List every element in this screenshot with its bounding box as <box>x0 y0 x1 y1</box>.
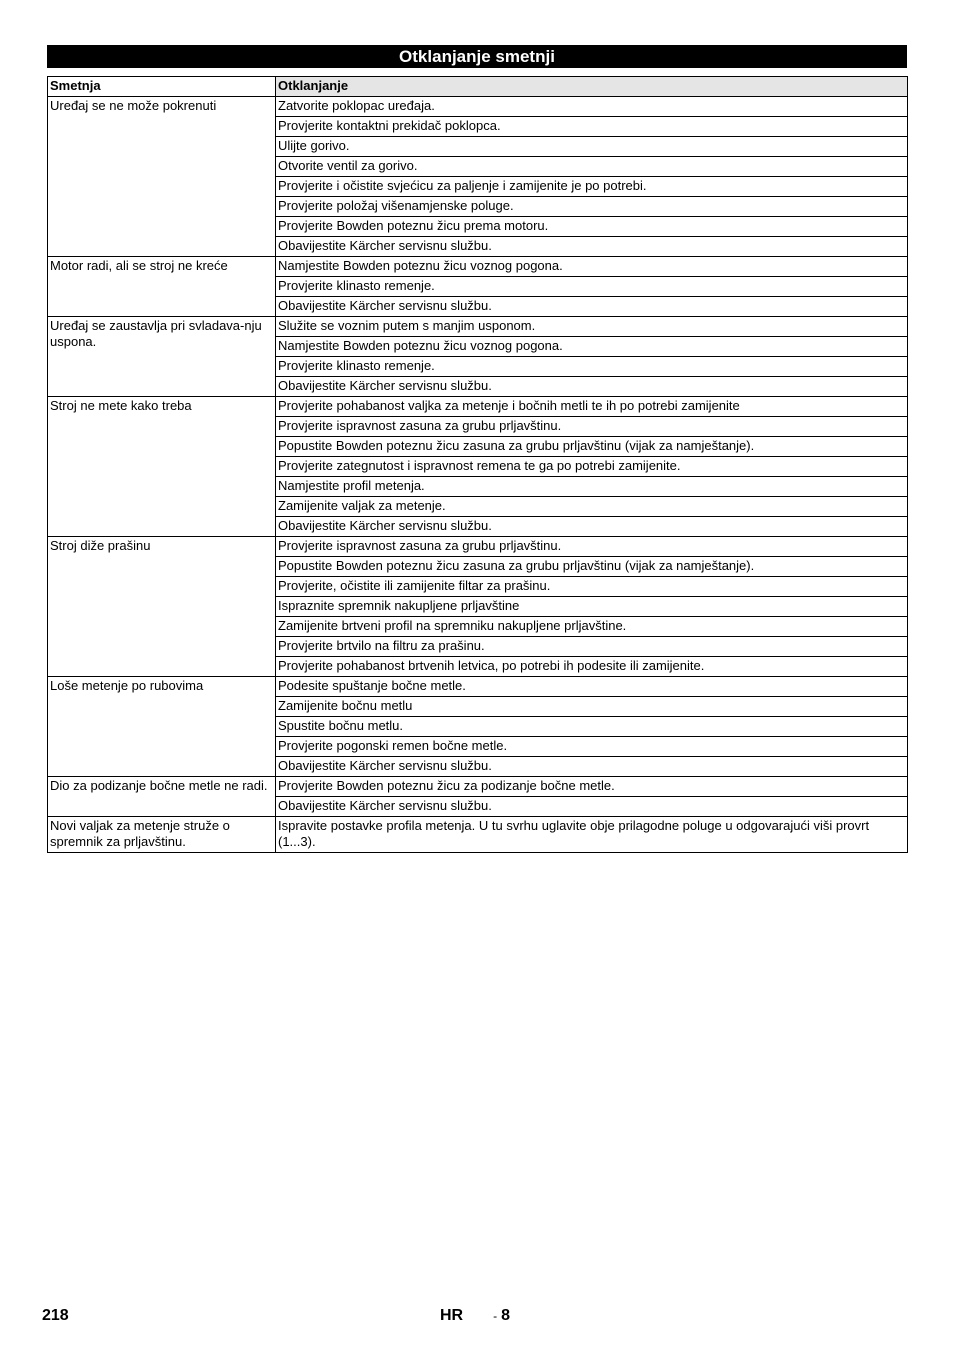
fault-cell: Stroj diže prašinu <box>48 537 276 677</box>
table-row <box>48 817 908 853</box>
remedy-cell: Zamijenite bočnu metlu <box>276 697 908 717</box>
remedy-cell: Provjerite pohabanost valjka za metenje i bočnih metli te ih po potrebi zamijenite <box>276 397 908 417</box>
remedy-cell: Provjerite Bowden poteznu žicu prema motoru. <box>276 217 908 237</box>
table-row <box>48 97 908 117</box>
remedy-cell: Provjerite brtvilo na filtru za prašinu. <box>276 637 908 657</box>
fault-cell: Uređaj se zaustavlja pri svladava-nju uspona. <box>48 317 276 397</box>
remedy-cell: Provjerite, očistite ili zamijenite filtar za prašinu. <box>276 577 908 597</box>
remedy-cell: Ispraznite spremnik nakupljene prljavštine <box>276 597 908 617</box>
troubleshooting-table <box>47 76 908 853</box>
remedy-cell: Namjestite profil metenja. <box>276 477 908 497</box>
fault-cell: Novi valjak za metenje struže o spremnik za prljavštinu. <box>48 817 276 853</box>
remedy-cell: Ispravite postavke profila metenja. U tu svrhu uglavite obje prilagodne poluge u odgovarajući viši provrt (1...3). <box>276 817 908 853</box>
remedy-cell: Provjerite zategnutost i ispravnost remena te ga po potrebi zamijenite. <box>276 457 908 477</box>
remedy-cell: Provjerite i očistite svjećicu za paljenje i zamijenite je po potrebi. <box>276 177 908 197</box>
remedy-cell: Namjestite Bowden poteznu žicu voznog pogona. <box>276 257 908 277</box>
remedy-cell: Ulijte gorivo. <box>276 137 908 157</box>
table-row <box>48 257 908 277</box>
remedy-cell: Otvorite ventil za gorivo. <box>276 157 908 177</box>
fault-cell: Motor radi, ali se stroj ne kreće <box>48 257 276 317</box>
remedy-cell: Provjerite kontaktni prekidač poklopca. <box>276 117 908 137</box>
header-remedy: Otklanjanje <box>276 77 908 97</box>
remedy-cell: Provjerite ispravnost zasuna za grubu prljavštinu. <box>276 537 908 557</box>
table-body <box>48 97 908 853</box>
remedy-cell: Zatvorite poklopac uređaja. <box>276 97 908 117</box>
remedy-cell: Obavijestite Kärcher servisnu službu. <box>276 757 908 777</box>
fault-cell: Dio za podizanje bočne metle ne radi. <box>48 777 276 817</box>
remedy-cell: Popustite Bowden poteznu žicu zasuna za grubu prljavštinu (vijak za namještanje). <box>276 437 908 457</box>
fault-cell: Loše metenje po rubovima <box>48 677 276 777</box>
remedy-cell: Podesite spuštanje bočne metle. <box>276 677 908 697</box>
header-fault: Smetnja <box>48 77 276 97</box>
remedy-cell: Provjerite ispravnost zasuna za grubu prljavštinu. <box>276 417 908 437</box>
remedy-cell: Zamijenite brtveni profil na spremniku nakupljene prljavštine. <box>276 617 908 637</box>
language-code: HR <box>440 1307 464 1324</box>
remedy-cell: Obavijestite Kärcher servisnu službu. <box>276 237 908 257</box>
remedy-cell: Namjestite Bowden poteznu žicu voznog pogona. <box>276 337 908 357</box>
page-title: Otklanjanje smetnji <box>47 45 907 68</box>
remedy-cell: Provjerite pohabanost brtvenih letvica, po potrebi ih podesite ili zamijenite. <box>276 657 908 677</box>
remedy-cell: Obavijestite Kärcher servisnu službu. <box>276 297 908 317</box>
remedy-cell: Popustite Bowden poteznu žicu zasuna za grubu prljavštinu (vijak za namještanje). <box>276 557 908 577</box>
table-row <box>48 397 908 417</box>
remedy-cell: Provjerite pogonski remen bočne metle. <box>276 737 908 757</box>
remedy-cell: Provjerite Bowden poteznu žicu za podizanje bočne metle. <box>276 777 908 797</box>
remedy-cell: Provjerite klinasto remenje. <box>276 357 908 377</box>
remedy-cell: Zamijenite valjak za metenje. <box>276 497 908 517</box>
table-row <box>48 777 908 797</box>
remedy-cell: Provjerite klinasto remenje. <box>276 277 908 297</box>
remedy-cell: Obavijestite Kärcher servisnu službu. <box>276 377 908 397</box>
remedy-cell: Služite se voznim putem s manjim usponom. <box>276 317 908 337</box>
footer-dash: - <box>493 1309 498 1323</box>
remedy-cell: Provjerite položaj višenamjenske poluge. <box>276 197 908 217</box>
remedy-cell: Obavijestite Kärcher servisnu službu. <box>276 517 908 537</box>
table-header-row <box>48 77 908 97</box>
footer-language <box>440 1307 510 1325</box>
sub-page-number: 8 <box>501 1307 511 1324</box>
remedy-cell: Obavijestite Kärcher servisnu službu. <box>276 797 908 817</box>
table-row <box>48 677 908 697</box>
remedy-cell: Spustite bočnu metlu. <box>276 717 908 737</box>
table-row <box>48 317 908 337</box>
page-number: 218 <box>42 1307 69 1324</box>
fault-cell: Uređaj se ne može pokrenuti <box>48 97 276 257</box>
table-row <box>48 537 908 557</box>
fault-cell: Stroj ne mete kako treba <box>48 397 276 537</box>
